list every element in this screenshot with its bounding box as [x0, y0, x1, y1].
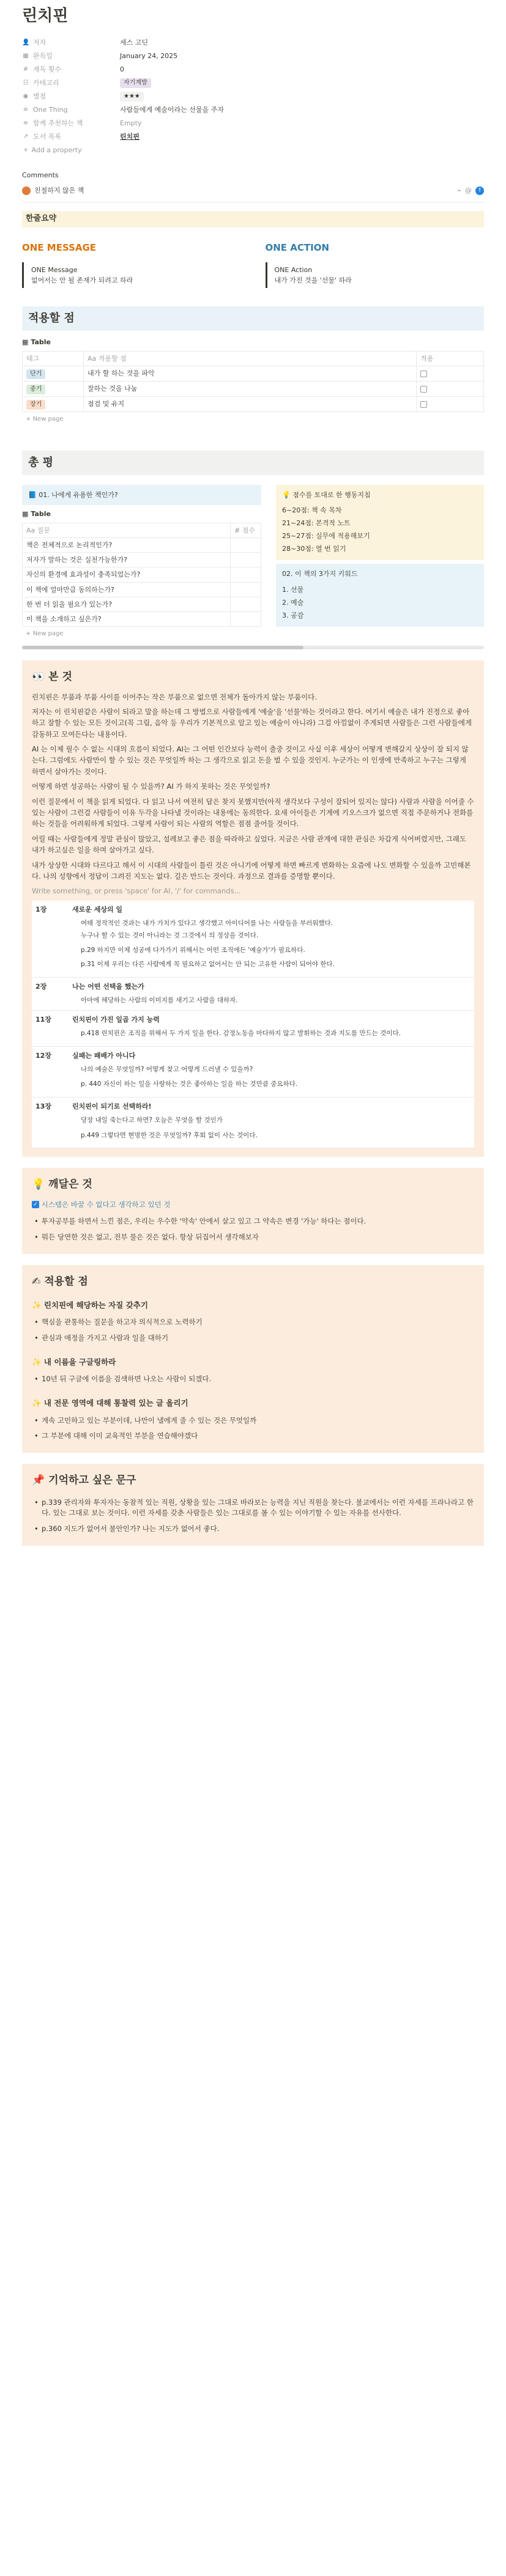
score-list — [282, 504, 478, 555]
chapter-note: p.449 그렇다면 현명한 것은 무엇일까? 후회 없이 사는 것이다. — [81, 1131, 258, 1139]
keyword-item: 2. 예술 — [282, 598, 304, 607]
main-section: 👀 본 것 린치핀은 부품과 부품 사이를 이어주는 작은 부품으로 없으면 전체가 돌아가지 않는 부품이다. 저자는 이 린치핀같은 사람이 되라고 말을 하는데 그 방법으로 사람들에게 '예술'을 '선물'하는 것이라고 한다. 여기서 예술은 내가 진정으로 좋아하고 잘할 수 있는 모든 것이고(꼭 그림, 음악 등 우리가 기본적으로 알고 있는 예술이 아니라) 그걸 아낌없이 주게되면 사람들은 그런 사람들에게 감동하고 모여든다는 내용이다. AI 는 이제 필수 수 없는 시대의 흐름이 되었다. AI는 그 어떤 인간보다 능력이 출중 것이고 사실 이후 세상이 어떻게 변해갈지 상상이 잘 되지 않는다. 그럼에도 사람만이 할 수 있는 것은 무엇일까 하는 그 생각으로 읽고 돈을 벌 수 있을 것인지. 누군가는 이 인생에 만족하고 누구는 그렇게 하면서 살아가는 것이다. 어떻게 하면 성공하는 사람이 될 수 있을까? AI 가 하지 못하는 것은 무엇일까? 이런 질문에서 이 책을 읽게 되었다. 다 읽고 나서 여전히 답은 찾지 못했지만(아직 생각보다 구성이 잘되어 있지는 않다) 사람과 사람을 이어줄 수 있는 사람이 그런걸 사람들이 이유 두각을 나타낼 것이라는 내용에는 동의한다. 요새 아이들은 기계에 키오스크가 없으면 직접 주문하거나 전화를 하는 것들을 어려워하게 되었다. 그렇게 사람이 되는 사람의 역할은 점점 줄어들 것이다. 어릴 때는 사람들에게 정말 관심이 많았고, 설레보고 좋은 점을 따라하고 싶었다. 지금은 사람 관계에 대한 관심은 차갑게 식어버렸지만, 그래도 내가 하고싶은 일을 하며 살아가고 싶다. 내가 상상한 시대와 다르다고 해서 이 시대의 사람들이 틀린 것은 아니기에 어떻게 하면 빠르게 변화하는 요즘에 나도 변화할 수 있을까 고민해본다. 나의 성향에서 정답이 그려진 지도는 없다. 길은 만드는 것이다. 과정으로 결과를 증명할 뿐이다. Write something, or press 'space' for AI, '/' for commands... 1장 새로운 세상의 일 여태 정작적인 것과는 내가 가치가 있다고 생각했고 아이디어를 나는 사람들을 부러워했다. 누구나 할 수 있는 것이 아니라는 것 그것에서 의 정상을 것이다. p.29 하지만 이제 성공에 다가가기 위해서는 어떤 조직에든 '예술가'가 필요하다. p.31 이제 우리는 다른 사람에게 꼭 필요하고 없어서는 안 되는 고유한 사람이 되어야 한다. 2장 나는 어떤 선택을 했는가 아마에 해당하는 사람의 이미지를 새기고 사람을 대하자. 11장 린치핀이 가진 일곱 가지 능력 p.418 린치핀은 조직을 위해서 두 가지 일을 한다. 감정노동을 마다하지 않고 발휘하는 것과 지도를 만드는 것이다. 12장 실패는 패배가 아니다 나의 예술은 무엇일까? 어떻게 찾고 어떻게 드러낼 수 있을까? p. 440 자신이 하는 일을 사랑하는 것은 좋아하는 일을 하는 것만큼 중요하다. 13장 린치핀이 되기로 선택하라! 당장 내일 죽는다고 하면? 오늘은 무엇을 할 것인가 p.449 그렇다면 현명한 것은 무엇일까? 후회 없이 사는 것이다. — [22, 660, 484, 1157]
avatar — [22, 186, 31, 195]
checkbox-cell[interactable] — [417, 366, 484, 381]
one-action-text: 내가 가진 것을 '선물' 하라 — [274, 276, 352, 284]
todo-item[interactable]: ✓ 시스템은 바꿀 수 없다고 생각하고 있던 것 — [32, 1199, 474, 1210]
column-header[interactable]: Aa 질문 — [23, 523, 231, 538]
toggle-item[interactable]: 여태 정작적인 것과는 내가 가치가 있다고 생각했고 아이디어를 나는 사람들을 부러워했다. — [81, 919, 333, 927]
mention-icon[interactable]: @ — [465, 186, 472, 195]
chapter-body — [69, 1098, 474, 1148]
link-icon: ↗ — [23, 133, 29, 140]
property-label: ☷ 카테고리 — [23, 78, 59, 87]
review-header: 총 평 — [22, 451, 484, 475]
tag-badge: 단기 — [26, 369, 45, 379]
star-icon: ◉ — [23, 92, 29, 100]
table-header — [23, 351, 484, 366]
bullet-item: • 뭐든 당연한 것은 없고, 전부 물은 것은 없다. 항상 뒤집어서 생각해보자 — [32, 1230, 474, 1246]
chapter-row — [32, 1011, 474, 1047]
comment-input[interactable]: 친절하지 않은 책 — [34, 186, 84, 195]
memorable-list — [32, 1495, 474, 1537]
summary-header: 한줄요약 — [22, 211, 484, 227]
bullet-item: • 관심과 애정을 가지고 사람과 일을 대하기 — [32, 1330, 474, 1346]
property-label: ≡ 함께 추천하는 책 — [23, 119, 83, 127]
chapter-row — [32, 901, 474, 978]
pin-icon: 📌 — [32, 1474, 45, 1487]
review-table — [22, 523, 261, 626]
chapter-body — [69, 1047, 474, 1098]
apply-subheading: ✨ 내 전문 영역에 대해 통찰력 있는 글 올리기 — [32, 1398, 188, 1408]
apply2-groups — [32, 1299, 474, 1444]
keyword-item: 1. 선물 — [282, 585, 304, 594]
checkbox-icon[interactable] — [420, 386, 427, 393]
chapter-note: p.29 하지만 이제 성공에 다가가기 위해서는 어떤 조직에든 '예술가'가 필요하다. — [81, 947, 305, 954]
person-icon: 👤 — [22, 39, 30, 46]
chapter-number: 13장 — [32, 1098, 69, 1148]
calendar-icon: ▦ — [23, 52, 29, 59]
property-label: # 재독 횟수 — [23, 65, 62, 73]
plus-icon: + — [23, 146, 29, 153]
one-row — [22, 236, 484, 292]
table-row[interactable] — [23, 611, 261, 626]
chapter-number: 1장 — [32, 901, 69, 978]
table-header — [23, 523, 261, 538]
paragraph: 저자는 이 린치핀같은 사람이 되라고 말을 하는데 그 방법으로 사람들에게 '예술'을 '선물'하는 것이라고 한다. 여기서 예술은 내가 진정으로 좋아하고 잘할 수 있는 모든 것이고(꼭 그림, 음악 등 우리가 기본적으로 알고 있는 예술이 아니라) 그걸 아낌없이 주게되면 사람들은 그런 사람들에게 감동하고 모여든다는 내용이다. — [32, 707, 472, 739]
bullet-item: • 계속 고민하고 있는 부분이데, 나만이 낼에게 줄 수 있는 것은 무엇일까 — [32, 1413, 474, 1429]
comment-row — [22, 185, 484, 196]
question-cell[interactable]: 한 번 더 읽을 필요가 있는가? — [23, 597, 231, 611]
paragraph: 린치핀은 부품과 부품 사이를 이어주는 작은 부품으로 없으면 전체가 돌아가지 않는 부품이다. — [32, 692, 318, 701]
keyword-list — [282, 583, 478, 622]
toggle-item[interactable]: 누구나 할 수 있는 것이 아니라는 것 그것에서 의 정상을 것이다. — [81, 932, 259, 940]
table-icon: ▦ — [22, 510, 29, 519]
chapter-title: 실패는 패배가 아니다 — [72, 1052, 136, 1060]
column-header[interactable]: Aa 적용할 점 — [84, 351, 417, 366]
chapter-note: p.418 린치핀은 조직을 위해서 두 가지 일을 한다. 감정노동을 마다하지 않고 발휘하는 것과 지도를 만드는 것이다. — [81, 1030, 401, 1038]
chapter-title: 새로운 세상의 일 — [72, 905, 123, 913]
sparkle-icon: ✨ — [32, 1301, 44, 1310]
checkbox-icon[interactable] — [420, 401, 427, 408]
chapter-title: 린치핀이 되기로 선택하라! — [72, 1102, 152, 1111]
table-view-label[interactable]: ▦ Table — [22, 337, 484, 347]
property-row[interactable] — [22, 116, 484, 130]
property-row[interactable] — [22, 49, 484, 62]
properties — [22, 35, 484, 143]
attach-icon[interactable]: ⌁ — [457, 186, 461, 195]
score-item: 28~30점: 열 번 읽기 — [282, 545, 346, 553]
quote-item: • p.360 지도가 없어서 불안인가? 나는 지도가 없어서 좋다. — [32, 1521, 474, 1537]
toggle-item[interactable]: 아마에 해당하는 사람의 이미지를 새기고 사람을 대하자. — [81, 996, 238, 1004]
question-cell[interactable]: 이 책에 얼마만큼 동의하는가? — [23, 582, 231, 597]
chapter-row — [32, 977, 474, 1010]
column-header[interactable]: 적용 — [417, 351, 484, 366]
bullet-item: • 투자공부를 하면서 느낀 점은, 우리는 우수한 '약속' 안에서 살고 있고 그 약속은 변경 '가능' 하다는 점이다. — [32, 1214, 474, 1230]
apply-subheading: ✨ 린치핀에 해당하는 자질 갖추기 — [32, 1301, 148, 1310]
chapter-number: 2장 — [32, 977, 69, 1010]
table-row[interactable] — [23, 396, 484, 411]
paragraph: 어떻게 하면 성공하는 사람이 될 수 있을까? AI 가 하지 못하는 것은 무엇일까? — [32, 782, 270, 791]
one-action-label: ONE Action — [274, 265, 313, 274]
score-item: 6~20점: 책 속 목차 — [282, 506, 342, 515]
review-callout: 📘 01. 나에게 유용한 책인가? — [22, 485, 261, 505]
chapter-title: 나는 어떤 선택을 했는가 — [72, 982, 144, 991]
write-input[interactable]: Write something, or press 'space' for AI, '/' for commands... — [32, 887, 241, 896]
table-row[interactable] — [23, 381, 484, 396]
eye-icon: 👀 — [32, 671, 45, 684]
property-label: 👤 저자 — [22, 38, 47, 46]
property-label: ↗ 도서 목록 — [23, 132, 62, 141]
sparkle-icon: ✨ — [32, 1357, 44, 1367]
property-row[interactable] — [22, 103, 484, 116]
apply-subheading: ✨ 내 이름을 구글링하라 — [32, 1357, 116, 1367]
tag-cell — [23, 396, 84, 411]
toggle-item[interactable]: 당장 내일 죽는다고 하면? 오늘은 무엇을 할 것인가 — [81, 1116, 223, 1124]
question-cell[interactable]: 자신의 환경에 효과성이 충족되었는가? — [23, 567, 231, 582]
table-row[interactable] — [23, 538, 261, 553]
table-row[interactable] — [23, 567, 261, 582]
paragraph: AI 는 이제 필수 수 없는 시대의 흐름이 되었다. AI는 그 어떤 인간보다 능력이 출중 것이고 사실 이후 세상이 어떻게 변해갈지 상상이 잘 되지 않는다. 그럼에도 사람만이 할 수 있는 것은 무엇일까 하는 그 생각으로 읽고 돈을 벌 수 있을 것인지. 누군가는 이 인생에 만족하고 누구는 그렇게 하면서 살아가는 것이다. — [32, 745, 469, 776]
chapter-number: 12장 — [32, 1047, 69, 1098]
checkbox-icon[interactable] — [420, 371, 427, 377]
sparkle-icon: ✨ — [32, 1398, 44, 1408]
property-value[interactable]: 자기계발 — [120, 77, 484, 88]
score-cell[interactable] — [231, 538, 261, 553]
chapter-table — [32, 901, 474, 1149]
score-cell[interactable] — [231, 611, 261, 626]
score-cell[interactable] — [231, 553, 261, 567]
score-item: 25~27점: 실무에 적용해보기 — [282, 532, 370, 541]
main-paragraphs — [32, 692, 474, 882]
comments-title: Comments — [22, 171, 59, 180]
hash-icon: # — [23, 65, 29, 73]
checkbox-checked-icon[interactable]: ✓ — [32, 1201, 39, 1208]
property-value[interactable]: ★★★ — [120, 90, 484, 101]
property-row[interactable] — [22, 130, 484, 143]
paragraph: 어릴 때는 사람들에게 정말 관심이 많았고, 설레보고 좋은 점을 따라하고 싶었다. 지금은 사람 관계에 대한 관심은 차갑게 식어버렸지만, 그래도 내가 하고싶은 일을 하며 살아가고 싶다. — [32, 834, 466, 855]
score-item: 21~24점: 본격적 노트 — [282, 519, 351, 528]
toggle-item[interactable]: 나의 예술은 무엇일까? 어떻게 찾고 어떻게 드러낼 수 있을까? — [81, 1066, 253, 1074]
add-property-button[interactable]: + Add a property — [23, 146, 82, 154]
property-label: ≡ One Thing — [23, 105, 68, 114]
chapter-row — [32, 1047, 474, 1098]
column-header[interactable]: 태그 — [23, 351, 84, 366]
tag-cell — [23, 366, 84, 381]
property-value[interactable]: Empty — [120, 119, 142, 127]
horizontal-scrollbar[interactable] — [22, 646, 484, 649]
score-callout: 💡 점수를 토대로 한 행동지침 6~20점: 책 속 목차 21~24점: 본격적 노트 25~27점: 실무에 적용해보기 28~30점: 열 번 읽기 — [276, 485, 484, 560]
chapter-title: 린치핀이 가진 일곱 가지 능력 — [72, 1016, 160, 1024]
table-view-label[interactable]: ▦ Table — [22, 509, 261, 519]
text-cell[interactable]: 내가 할 하는 것을 파악 — [84, 366, 417, 381]
new-page-button[interactable]: + New page — [26, 415, 64, 423]
realized-section: 💡 깨달은 것 ✓ 시스템은 바꿀 수 없다고 생각하고 있던 것 • 투자공부를 하면서 느낀 점은, 우리는 우수한 '약속' 안에서 살고 있고 그 약속은 변경 '가능' 하다는 점이다. • 뭐든 당연한 것은 없고, 전부 물은 것은 없다. 항상 뒤집어서 생각해보자 — [22, 1168, 484, 1253]
pencil-icon: ✍ — [32, 1275, 41, 1288]
keyword-callout: 02. 이 책의 3가지 키워드 1. 선물 2. 예술 3. 공감 — [276, 564, 484, 626]
property-value[interactable]: 사람들에게 예술이라는 선물을 주자 — [120, 105, 224, 114]
chapter-note: p. 440 자신이 하는 일을 사랑하는 것은 좋아하는 일을 하는 것만큼 중요하다. — [81, 1080, 298, 1088]
paragraph: 이런 질문에서 이 책을 읽게 되었다. 다 읽고 나서 여전히 답은 찾지 못했지만(아직 생각보다 구성이 잘되어 있지는 않다) 사람과 사람을 이어줄 수 있는 사람이 그런걸 사람들이 이유 두각을 나타낼 것이라는 내용에는 동의한다. 요새 아이들은 기계에 키오스크가 없으면 직접 주문하거나 전화를 하는 것들을 어려워하게 되었다. 그렇게 사람이 되는 사람의 역할은 점점 줄어들 것이다. — [32, 797, 474, 829]
page-title[interactable]: 린치핀 — [22, 7, 69, 25]
memorable-section: 📌 기억하고 싶은 문구 • p.339 관리자와 투자자는 동참적 있는 직원, 상황을 있는 그대로 바라보는 능력을 지닌 직원을 찾는다. 불교에서는 이런 자세를 프라나라고 한다. 있는 그대로 보는 것이다. 이런 자세를 갖춘 사람들은 있는 그대로를 볼 수 있는 이야기할 수 있는 자유를 선사한다. • p.360 지도가 없어서 불안인가? 나는 지도가 없어서 좋다. — [22, 1464, 484, 1546]
chapter-body — [69, 1011, 474, 1047]
chapter-body — [69, 901, 474, 978]
score-cell[interactable] — [231, 597, 261, 611]
keyword-item: 3. 공감 — [282, 611, 304, 619]
table-row[interactable] — [23, 582, 261, 597]
table-icon: ▦ — [22, 338, 29, 346]
send-icon[interactable]: ↑ — [475, 186, 484, 195]
table-row[interactable] — [23, 597, 261, 611]
score-cell[interactable] — [231, 567, 261, 582]
question-cell[interactable]: 이 책을 소개하고 싶은가? — [23, 611, 231, 626]
quote-item: • p.339 관리자와 투자자는 동참적 있는 직원, 상황을 있는 그대로 바라보는 능력을 지닌 직원을 찾는다. 불교에서는 이런 자세를 프라나라고 한다. 있는 그대로 보는 것이다. 이런 자세를 갖춘 사람들은 있는 그대로를 볼 수 있는 이야기할 수 있는 자유를 선사한다. — [32, 1495, 474, 1522]
one-message-text: 없어서는 안 될 존재가 되려고 하라 — [31, 276, 133, 284]
bullet-item: • 그 부분에 대해 이미 교육적인 부분을 연습해야겠다 — [32, 1428, 474, 1444]
apply-header: 적용할 점 — [22, 306, 484, 331]
bulb-icon: 💡 — [32, 1178, 45, 1191]
tag-icon: ☷ — [23, 79, 29, 86]
bullet-item: • 10년 뒤 구글에 이름을 검색하면 나오는 사람이 되겠다. — [32, 1371, 474, 1387]
checkbox-cell[interactable] — [417, 396, 484, 411]
property-value[interactable]: January 24, 2025 — [120, 51, 178, 60]
one-message-label: ONE Message — [31, 265, 78, 274]
paragraph: 내가 상상한 시대와 다르다고 해서 이 시대의 사람들이 틀린 것은 아니기에 어떻게 하면 빠르게 변화하는 요즘에 나도 변화할 수 있을까 고민해본다. 나의 성향에서 정답이 그려진 지도는 없다. 길은 만드는 것이다. 과정으로 결과를 증명할 뿐이다. — [32, 860, 471, 880]
one-message-title: ONE MESSAGE — [22, 242, 97, 253]
tag-badge: 중기 — [26, 385, 45, 394]
property-value[interactable]: 린치핀 — [120, 132, 140, 141]
property-label: ◉ 별점 — [23, 92, 47, 100]
apply2-section: ✍ 적용할 점 ✨ 린치핀에 해당하는 자질 갖추기 • 핵심을 관통하는 질문을 하고자 의식적으로 노력하기 • 관심과 애정을 가지고 사람과 일을 대하기 ✨ 내 이름을 구글링하라 • 10년 뒤 구글에 이름을 검색하면 나오는 사람이 되겠다. ✨ 내 전문 영역에 대해 통찰력 있는 글 올리기 • 계속 고민하고 있는 부분이데, 나만이 낼에게 줄 수 있는 것은 무엇일까 • 그 부분에 대해 이미 교육적인 부분을 연습해야겠다 — [22, 1265, 484, 1453]
property-row[interactable] — [22, 76, 484, 89]
question-cell[interactable]: 책은 전체적으로 논리적인가? — [23, 538, 231, 553]
realized-list — [32, 1214, 474, 1246]
people-icon: ≡ — [23, 119, 29, 127]
property-value[interactable]: 0 — [120, 65, 124, 73]
chapter-row — [32, 1098, 474, 1148]
tag-cell — [23, 381, 84, 396]
text-cell[interactable]: 점검 및 유지 — [84, 396, 417, 411]
checkbox-cell[interactable] — [417, 381, 484, 396]
property-row[interactable] — [22, 89, 484, 103]
tag-badge: 장기 — [26, 400, 45, 410]
property-row[interactable] — [22, 62, 484, 76]
table-row[interactable] — [23, 553, 261, 567]
apply-table — [22, 351, 484, 412]
property-row[interactable] — [22, 35, 484, 49]
new-page-button[interactable]: + New page — [26, 630, 64, 637]
one-message-quote — [22, 262, 241, 288]
list-icon: ≡ — [23, 106, 29, 113]
property-value[interactable]: 세스 고딘 — [120, 38, 149, 46]
property-label: ▦ 완독일 — [23, 51, 53, 60]
one-action-quote — [266, 262, 485, 288]
table-row[interactable] — [23, 366, 484, 381]
text-cell[interactable]: 잘하는 것을 나눔 — [84, 381, 417, 396]
chapter-note: p.31 이제 우리는 다른 사람에게 꼭 필요하고 없어서는 안 되는 고유한 사람이 되어야 한다. — [81, 961, 335, 969]
chapter-body — [69, 977, 474, 1010]
one-action-title: ONE ACTION — [265, 242, 330, 253]
bullet-item: • 핵심을 관통하는 질문을 하고자 의식적으로 노력하기 — [32, 1315, 474, 1330]
question-cell[interactable]: 저자가 말하는 것은 실천가능한가? — [23, 553, 231, 567]
score-cell[interactable] — [231, 582, 261, 597]
column-header[interactable]: # 점수 — [231, 523, 261, 538]
chapter-number: 11장 — [32, 1011, 69, 1047]
